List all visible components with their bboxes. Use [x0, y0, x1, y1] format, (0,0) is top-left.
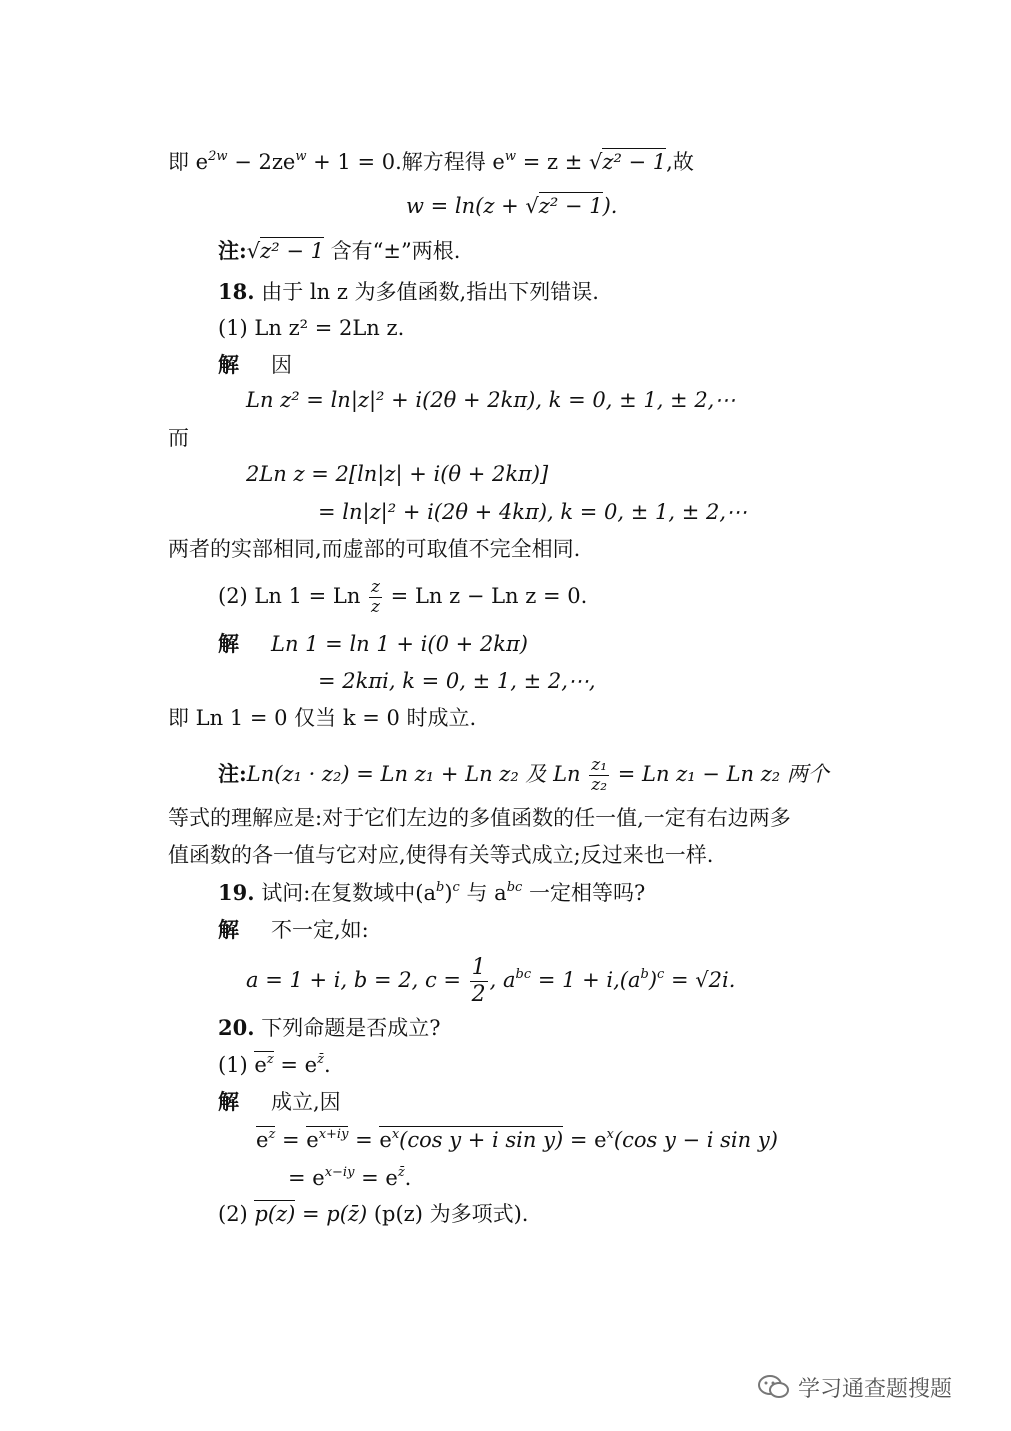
eq-line-26: = $e^{x-iy} = e^{z̄}$. — [288, 1165, 412, 1190]
fraction: $\frac{z}{z}$ — [371, 577, 380, 617]
wechat-icon — [757, 1373, 791, 1407]
watermark: 学习通查题搜题 — [757, 1372, 952, 1407]
eq-line-21: a = 1 + i, b = 2, c = $\frac{1}{2}$ , $a^{bc} = 1 + i,(a^b)^c = √2i$. — [246, 955, 736, 1007]
solution-line-20: 解 不一定,如: — [218, 917, 369, 942]
solution-line-24: 解 成立,因 — [218, 1089, 341, 1114]
problem-20-part-2: (2) p(z) = p(z̄) (p(z) 为多项式). — [218, 1202, 529, 1226]
problem-18: 18. 由于 ln z 为多值函数,指出下列错误. — [218, 279, 599, 304]
text-line-15: 即 Ln 1 = 0 仅当 k = 0 时成立. — [168, 706, 477, 730]
eq-line-14: = 2kπi, k = 0, ± 1, ± 2,⋯, — [318, 669, 596, 693]
problem-19: 19. 试问:在复数域中$(a^b)^c$ 与 $a^{bc}$ 一定相等吗? — [218, 880, 646, 905]
fraction: $\frac{\text{z₁}}{\text{z₂}}$ — [591, 755, 608, 795]
eq-line-25: $e^z = e^{x+iy} = e^x(\cos$ y + i $\sin y) = e^x(\cos$ y − i sin y) — [256, 1127, 778, 1152]
text-line-18: 值函数的各一值与它对应,使得有关等式成立;反过来也一样. — [168, 843, 714, 867]
sqrt-symbol: √ — [525, 194, 539, 218]
problem-20: 20. 下列命题是否成立? — [218, 1015, 441, 1040]
sqrt-symbol: √ — [246, 239, 261, 263]
solution-line-13: 解 Ln 1 = ln 1 + i(0 + 2kπ) — [218, 631, 528, 656]
solution-label: 解 因 — [218, 352, 292, 377]
problem-18-part-1: (1) Ln z² = 2Ln z. — [218, 316, 405, 340]
eq-line-1: 即 $e^{2w} - 2ze^w + 1 = 0$.解方程得 $e^w = z \pm √z^2 - 1$,故 — [168, 149, 694, 174]
sqrt-symbol: √ — [588, 150, 603, 174]
eq-line-10: = ln|z|² + i(2θ + 4kπ), k = 0, ± 1, ± 2,⋯ — [318, 500, 748, 524]
text-line-8: 而 — [168, 426, 189, 450]
note-line-1: 注:√z² − 1 含有“±”两根. — [218, 238, 461, 263]
fraction: $\frac{1}{2}$ — [471, 955, 486, 1007]
problem-20-part-1: (1) $e^z = e^{z̄}$. — [218, 1052, 331, 1077]
eq-line-7: Ln z² = ln|z|² + i(2θ + 2kπ), k = 0, ± 1, ± 2,⋯ — [246, 388, 736, 412]
eq-line-2: w = ln(z + √z² − 1). — [406, 194, 618, 218]
text-line-11: 两者的实部相同,而虚部的可取值不完全相同. — [168, 537, 581, 561]
problem-18-part-2: (2) Ln 1 = Ln $\frac{z}{z}$ = Ln z − Ln z = 0. — [218, 577, 588, 617]
eq-line-9: 2Ln z = 2[ln|z| + i(θ + 2kπ)] — [246, 462, 549, 486]
text-line-17: 等式的理解应是:对于它们左边的多值函数的任一值,一定有右边两多 — [168, 806, 791, 830]
note-line-2: 注:Ln(z₁ · z₂) = Ln z₁ + Ln z₂ 及 Ln $\frac{\text{z₁}}{\text{z₂}}$ = Ln z₁ − Ln z₂ 两个 — [218, 755, 829, 795]
